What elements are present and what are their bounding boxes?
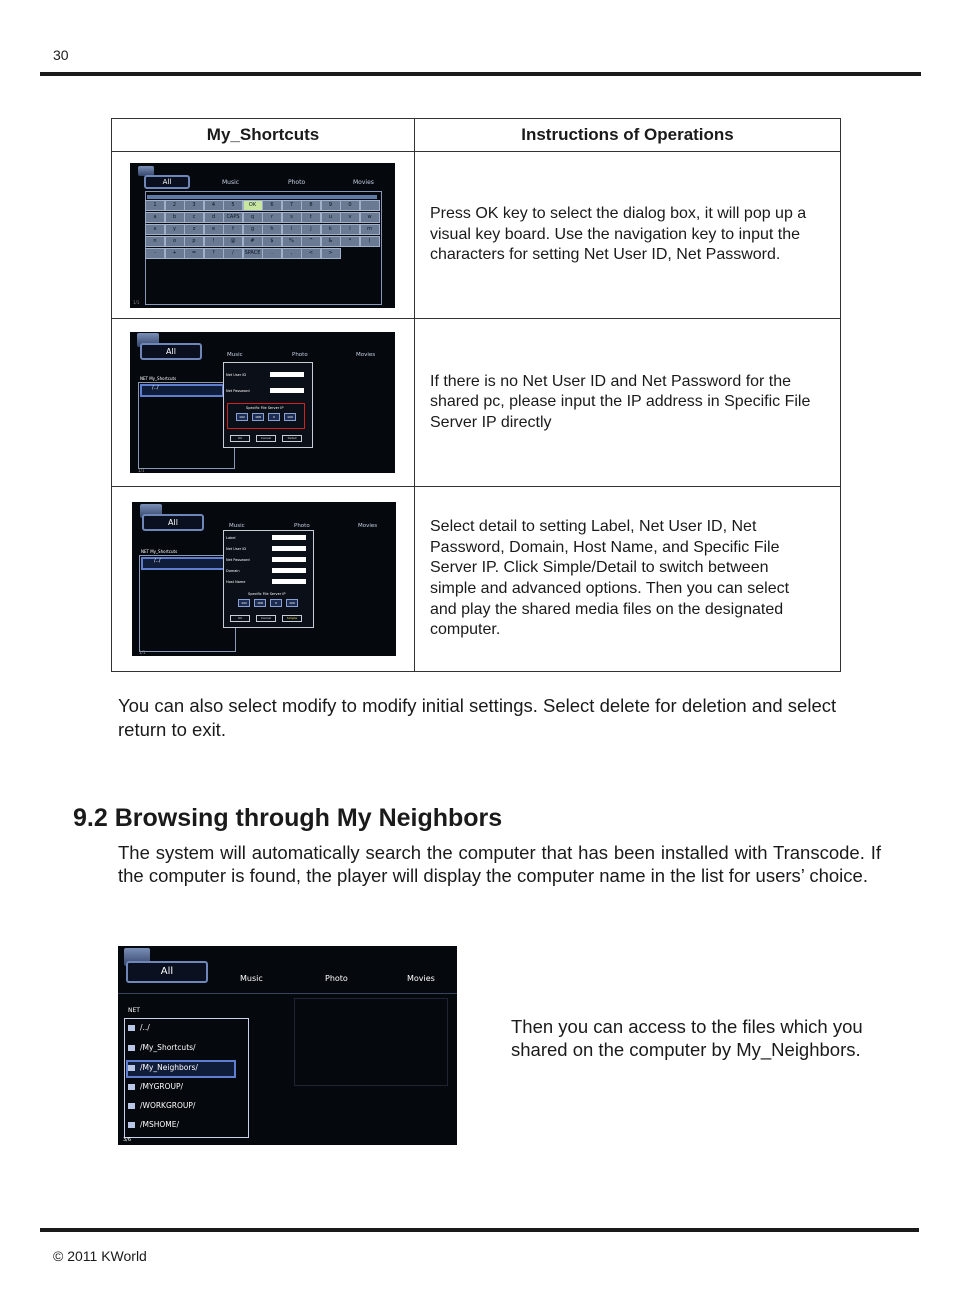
tab-movies: Movies bbox=[356, 352, 376, 358]
keyboard-key: e bbox=[204, 224, 224, 235]
keyboard-key: # bbox=[243, 236, 263, 247]
keyboard-key: 0 bbox=[340, 200, 360, 211]
keyboard-key: SPACE bbox=[243, 248, 263, 259]
keyboard-key: 3 bbox=[184, 200, 204, 211]
keyboard-key: f bbox=[223, 224, 243, 235]
keyboard-key: CAPS bbox=[223, 212, 243, 223]
keyboard-key: v bbox=[340, 212, 360, 223]
keyboard-key: q bbox=[243, 212, 263, 223]
keyboard-key: b bbox=[165, 212, 185, 223]
instruction-2: If there is no Net User ID and Net Password for the shared pc, please input the IP address in Specific File Server IP directly bbox=[415, 319, 841, 487]
tab-music: Music bbox=[227, 352, 243, 358]
keyboard-key: h bbox=[262, 224, 282, 235]
keyboard-key: g bbox=[243, 224, 263, 235]
list-item: /My_Neighbors/ bbox=[128, 1063, 198, 1072]
keyboard-key: i bbox=[282, 224, 302, 235]
keyboard-key: ? bbox=[204, 248, 224, 259]
keyboard-key: n bbox=[145, 236, 165, 247]
tab-all: All bbox=[142, 514, 204, 531]
keyboard-key: 2 bbox=[165, 200, 185, 211]
tab-movies: Movies bbox=[407, 974, 435, 983]
list-item: /WORKGROUP/ bbox=[128, 1101, 195, 1110]
keyboard-key: z bbox=[184, 224, 204, 235]
keyboard-key: 8 bbox=[301, 200, 321, 211]
visual-keyboard bbox=[145, 200, 380, 272]
keyboard-key: y bbox=[165, 224, 185, 235]
header-instructions: Instructions of Operations bbox=[415, 119, 841, 152]
keyboard-key: u bbox=[321, 212, 341, 223]
tab-all: All bbox=[126, 961, 208, 983]
keyboard-key: ! bbox=[204, 236, 224, 247]
tab-photo: Photo bbox=[325, 974, 348, 983]
keyboard-key: d bbox=[204, 212, 224, 223]
keyboard-key: 4 bbox=[204, 200, 224, 211]
instruction-3: Select detail to setting Label, Net User ID, Net Password, Domain, Host Name, and Specific File Server IP. Click Simple/Detail to switch between simple and advanced options. Then you can select and play the shared media files on the designated computer. bbox=[415, 487, 841, 672]
screenshot-simple-dialog: All Music Photo Movies NET My_Shortcuts /../ Net User ID Net Password Specific File Server IP 192 168 0 100 OK Cancel Detail 1/1 bbox=[130, 332, 395, 473]
folder-icon bbox=[128, 1084, 135, 1090]
access-paragraph: Then you can access to the files which you shared on the computer by My_Neighbors. bbox=[511, 1016, 863, 1060]
shortcuts-table bbox=[111, 118, 841, 672]
keyboard-key: % bbox=[282, 236, 302, 247]
footer-copyright: © 2011 KWorld bbox=[53, 1248, 147, 1264]
tab-photo: Photo bbox=[288, 178, 306, 186]
keyboard-key: c bbox=[184, 212, 204, 223]
tab-photo: Photo bbox=[292, 352, 308, 358]
folder-icon bbox=[128, 1103, 135, 1109]
keyboard-key: . bbox=[262, 248, 282, 259]
list-item: /MSHOME/ bbox=[128, 1120, 179, 1129]
tab-all: All bbox=[144, 175, 190, 189]
neighbors-paragraph: The system will automatically search the computer that has been installed with Transcode. If the computer is found, the player will display the computer name in the list for users’ choice. bbox=[118, 842, 881, 886]
keyboard-key: p bbox=[184, 236, 204, 247]
keyboard-key: t bbox=[301, 212, 321, 223]
keyboard-key: & bbox=[321, 236, 341, 247]
keyboard-key: 7 bbox=[282, 200, 302, 211]
keyboard-key: w bbox=[360, 212, 380, 223]
keyboard-key: , bbox=[282, 248, 302, 259]
footer-rule bbox=[40, 1228, 919, 1232]
modify-paragraph: You can also select modify to modify initial settings. Select delete for deletion and select return to exit. bbox=[118, 695, 837, 740]
page-indicator: 3/6 bbox=[123, 1137, 132, 1143]
keyboard-key: 9 bbox=[321, 200, 341, 211]
tab-music: Music bbox=[240, 974, 263, 983]
keyboard-key: 6 bbox=[262, 200, 282, 211]
list-item: /../ bbox=[128, 1023, 150, 1032]
tab-movies: Movies bbox=[353, 178, 374, 186]
tab-photo: Photo bbox=[294, 523, 310, 529]
tab-movies: Movies bbox=[358, 523, 378, 529]
folder-icon bbox=[128, 1025, 135, 1031]
keyboard-key: l bbox=[340, 224, 360, 235]
keyboard-key: ^ bbox=[301, 236, 321, 247]
keyboard-key: / bbox=[223, 248, 243, 259]
keyboard-key: s bbox=[282, 212, 302, 223]
keyboard-key: < bbox=[301, 248, 321, 259]
list-item: /My_Shortcuts/ bbox=[128, 1043, 196, 1052]
screenshot-detail-dialog: All Music Photo Movies NET My_Shortcuts /../ Label Net User ID Net Password Domain Host Name Specific File Server IP 192 168 0 100 OK Cancel Simple 1/1 bbox=[132, 502, 396, 656]
keyboard-key: $ bbox=[262, 236, 282, 247]
keyboard-key: o bbox=[165, 236, 185, 247]
folder-icon bbox=[128, 1045, 135, 1051]
screenshot-my-neighbors bbox=[118, 946, 457, 1145]
keyboard-key: - bbox=[145, 248, 165, 259]
keyboard-key: @ bbox=[223, 236, 243, 247]
folder-icon bbox=[128, 1122, 135, 1128]
keyboard-key: j bbox=[301, 224, 321, 235]
screenshot-virtual-keyboard: All Music Photo Movies 1 2 3 4 5 OK 6 7 8 9 0 a b c d CAPS q r s t u v w x y z e f g h i j k l m n o p ! @ # $ % ^ & * ( - + = ? / SPACE . , < > 1/1 bbox=[130, 163, 395, 308]
keyboard-key: OK bbox=[243, 200, 263, 211]
keyboard-key: r bbox=[262, 212, 282, 223]
tab-music: Music bbox=[222, 178, 240, 186]
keyboard-key: 1 bbox=[145, 200, 165, 211]
keyboard-key: = bbox=[184, 248, 204, 259]
keyboard-key bbox=[360, 200, 380, 211]
keyboard-key: 5 bbox=[223, 200, 243, 211]
keyboard-key: + bbox=[165, 248, 185, 259]
net-label: NET bbox=[128, 1007, 140, 1014]
header-rule bbox=[40, 72, 921, 76]
list-item: /MYGROUP/ bbox=[128, 1082, 183, 1091]
tab-all: All bbox=[140, 343, 202, 360]
tab-music: Music bbox=[229, 523, 245, 529]
section-heading: 9.2 Browsing through My Neighbors bbox=[73, 804, 503, 832]
header-my-shortcuts: My_Shortcuts bbox=[112, 119, 415, 152]
keyboard-key: * bbox=[340, 236, 360, 247]
keyboard-key: k bbox=[321, 224, 341, 235]
page-number: 30 bbox=[53, 47, 69, 63]
folder-icon bbox=[128, 1065, 135, 1071]
keyboard-key: a bbox=[145, 212, 165, 223]
keyboard-key: m bbox=[360, 224, 380, 235]
instruction-1: Press OK key to select the dialog box, it will pop up a visual key board. Use the navigation key to input the characters for setting Net User ID, Net Password. bbox=[415, 152, 841, 319]
keyboard-key: x bbox=[145, 224, 165, 235]
keyboard-key: > bbox=[321, 248, 341, 259]
keyboard-key: ( bbox=[360, 236, 380, 247]
